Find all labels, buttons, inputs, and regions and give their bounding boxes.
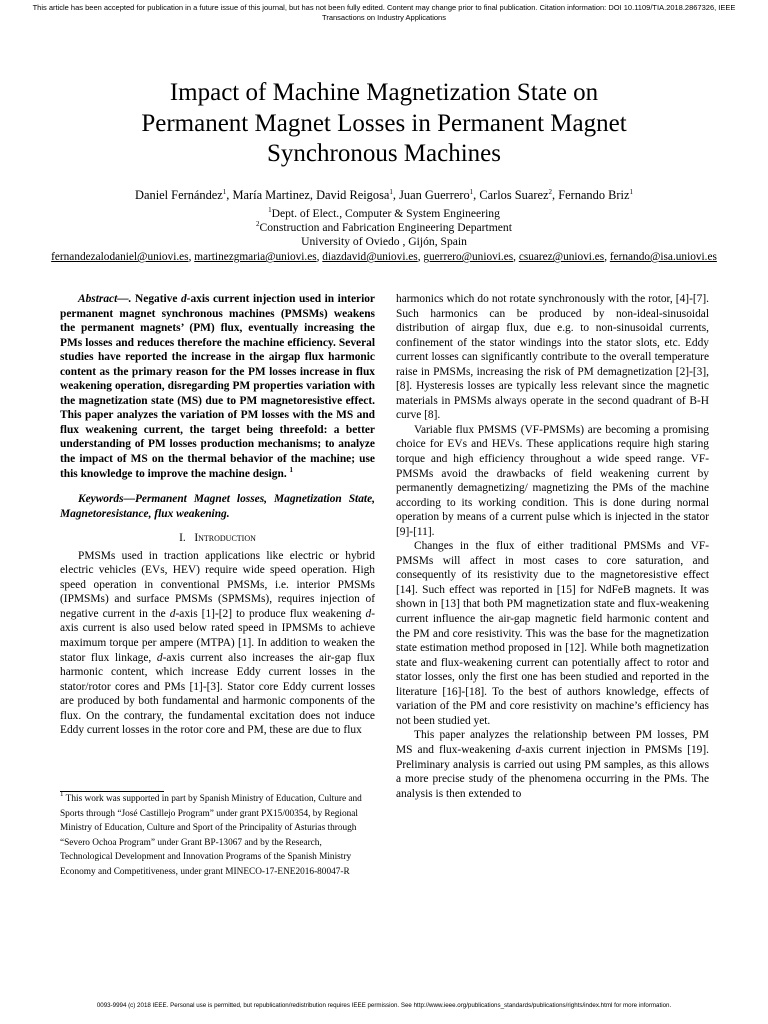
affiliation-text: Construction and Fabrication Engineering Department — [259, 221, 512, 234]
intro-paragraph — [60, 549, 375, 738]
author-affiliation-mark: 1 — [222, 188, 227, 196]
affiliation-2 — [30, 221, 738, 235]
body-paragraph: harmonics which do not rotate synchronously with the rotor, [4]-[7]. Such harmonics can be produced by non-ideal-sinusoidal distribution of airgap flux, due e.g. to non-sinusoidal currents, confinement of the stator windings into the stator slots, etc. Eddy current losses can significantly contribute to the overall temperature raise in PMSMs, increasing the risk of PM demagnetization [2]-[3],[8]. Hysteresis losses are typically less relevant since the magnetic materials in PMSMs always operate in the second quadrant of B-H curve [8]. — [396, 293, 709, 422]
body-text: -axis current is also used below rated speed in IPMSMs to achieve maximum torque per ampere (MTPA) [1]. In addition to weaken the stator flux linkage, — [60, 607, 375, 664]
journal-banner — [14, 3, 754, 23]
abstract — [60, 292, 375, 481]
affiliation-text: Dept. of Elect., Computer & System Engineering — [271, 207, 500, 220]
author-list: Daniel Fernández$^1$, María Martinez, David Reigosa$^1$, Juan Guerrero$^1$, Carlos Suarez$^2$, Fernando Briz$^1$ — [135, 188, 633, 202]
body-text: d — [515, 743, 522, 756]
banner-line-1: This article has been accepted for publication in a future issue of this journal, but has not been fully edited. Content may change prior to final publication. Citation information: DOI 10.1109/TIA.2018.2867326, IEEE — [32, 3, 736, 12]
author: María Martinez — [232, 188, 310, 202]
footnote-mark: 1 — [60, 790, 64, 798]
body-paragraph: Variable flux PMSMS (VF-PMSMs) are becoming a promising choice for EVs and HEVs. These applications require high staring torque and high efficiency throughout a wide speed range. VF-PMSMs avoid the drawbacks of field weakening current by permanently demagnetizing/ magnetizing the PMs of the machine according to its working condition. This is done during normal operation by means of a current pulse which is injected in the stator [9]-[11]. — [396, 423, 709, 538]
author: Daniel Fernández — [135, 188, 223, 202]
author-affiliation-mark: 1 — [469, 188, 474, 196]
body-paragraph — [396, 728, 709, 801]
abstract-text: Negative — [135, 293, 178, 305]
affiliation-3: University of Oviedo , Gijón, Spain — [301, 235, 467, 248]
email-link[interactable]: fernando@isa.uniovi.es — [609, 251, 717, 263]
body-text: -axis current also increases the air-gap flux harmonic content, which increase Eddy current losses in the stator/rotor cores and PMs [1]-[3]. Stator core Eddy current losses are produced by both fundamental and harmonic components of the flux. On the contrary, the fundamental excitation does not induce Eddy current losses in the rotor core and PM, these are due to flux — [60, 651, 375, 737]
body-text: This paper analyzes the relationship between PM losses, PM MS and flux-weakening — [396, 729, 709, 756]
footnote-mark: 1 — [289, 465, 294, 474]
left-column — [60, 292, 375, 738]
paper-title — [60, 78, 708, 170]
title-line-3: Synchronous Machines — [267, 140, 501, 167]
section-number: I. — [179, 532, 186, 545]
title-line-2: Permanent Magnet Losses in Permanent Magnet — [141, 109, 627, 137]
email-link[interactable]: guerrero@uniovi.es — [423, 251, 514, 263]
body-text: -axis [1]-[2] to produce flux weakening — [175, 607, 362, 620]
body-paragraph: Changes in the flux of either traditional PMSMs and VF-PMSMs will affect in most cases to core saturation, and consequently of its resistivity due to the magnetoresistive effect [14]. Such effect was reported in [15] for NdFeB magnets. It was shown in [13] that both PM magnetization state and flux-weakening current influence the air-gap magnetic field harmonic content and the PM and core resistivity. This was the base for the magnetization state estimation method proposed in [12]. While both magnetization state and flux-weakening current can potentially affect to rotor and stator losses, only the first one has been studied and reported in the literature [16]-[18]. To the best of authors knowledge, effects of variation of the PM and core resistivity on machine’s efficiency has not been studied yet. — [396, 540, 709, 727]
abstract-text: -axis current injection used in interior permanent magnet synchronous machines (PMSMs) weakens the permanent magnets’ (PM) flux, eventually increasing the PMs losses and reduces therefore the machine efficiency. Several studies have reported the increase in the airgap flux harmonic content as the primary reason for the PM losses increase in flux weakening operation, disregarding PM properties variation with the magnetization state (MS) due to PM magnetoresistive effect. This paper analyzes the variation of PM losses with the MS and flux weakening current, the target being threefold: a better understanding of PM losses production mechanisms; to analyze the impact of MS on the thermal behavior of the machine; use this knowledge to improve the machine design. — [60, 293, 375, 480]
email-link[interactable]: fernandezalodaniel@uniovi.es — [51, 251, 189, 263]
author-affiliation-mark: 1 — [389, 188, 393, 196]
email-link[interactable]: martinezgmaria@uniovi.es — [194, 251, 317, 263]
affiliation-mark: 2 — [256, 220, 260, 228]
author-affiliation-mark: 2 — [548, 188, 553, 196]
footnote-text: This work was supported in part by Spanish Ministry of Education, Culture and Sports through “José Castillejo Program” under grant PX15/00354, by Regional Ministry of Education, Culture and Sport of the Principality of Asturias through “Severo Ochoa Program” under Grant BP-13067 and by the Research, Technological Development and Innovation Programs of the Spanish Ministry Economy and Competitiveness, under grant MINECO-17-ENE2016-80047-R — [60, 794, 362, 877]
footnote — [60, 792, 375, 880]
email-list: fernandezalodaniel@uniovi.es, martinezgmaria@uniovi.es, diazdavid@uniovi.es, guerrero@uniovi.es, csuarez@uniovi.es, fernando@isa.uniovi.es — [51, 251, 717, 263]
author: Juan Guerrero — [399, 188, 470, 202]
abstract-text: d — [180, 293, 187, 305]
copyright-notice: 0093-9994 (c) 2018 IEEE. Personal use is permitted, but republication/redistribution requires IEEE permission. See http://www.ieee.org/publications_standards/publications/rights/index.html for more information. — [96, 1002, 672, 1009]
body-text: -axis current injection in PMSMs [19]. Preliminary analysis is carried out using PM samples, as this allows a more precise study of the phenomena occurring in the PMs. The analysis is then extended to — [396, 743, 709, 800]
author-affiliation-mark: 1 — [629, 188, 633, 196]
section-title: Introduction — [194, 532, 256, 545]
body-text: d — [169, 607, 176, 620]
body-text: d — [365, 607, 372, 620]
author: Carlos Suarez — [479, 188, 549, 202]
affiliation-mark: 1 — [268, 206, 272, 214]
body-text: PMSMs used in traction applications like electric or hybrid electric vehicles (EVs, HEV) require wide speed operation. High speed operation in conventional PMSMs, i.e. interior PMSMs (IPMSMs) and surface PMSMs (SPMSMs), requires injection of negative current in the — [60, 549, 375, 620]
abstract-label: Abstract—. — [78, 293, 132, 305]
body-text: d — [156, 651, 163, 664]
author: Fernando Briz — [558, 188, 630, 202]
section-heading — [60, 531, 375, 546]
email-link[interactable]: csuarez@uniovi.es — [518, 251, 605, 263]
keywords: Keywords—Permanent Magnet losses, Magnetization State, Magnetoresistance, flux weakening. — [60, 493, 375, 520]
banner-line-2: Transactions on Industry Applications — [322, 13, 446, 22]
title-line-1: Impact of Machine Magnetization State on — [169, 79, 599, 106]
author: David Reigosa — [316, 188, 390, 202]
affiliation-1 — [30, 207, 738, 221]
email-link[interactable]: diazdavid@uniovi.es — [322, 251, 418, 263]
right-column — [396, 292, 709, 801]
